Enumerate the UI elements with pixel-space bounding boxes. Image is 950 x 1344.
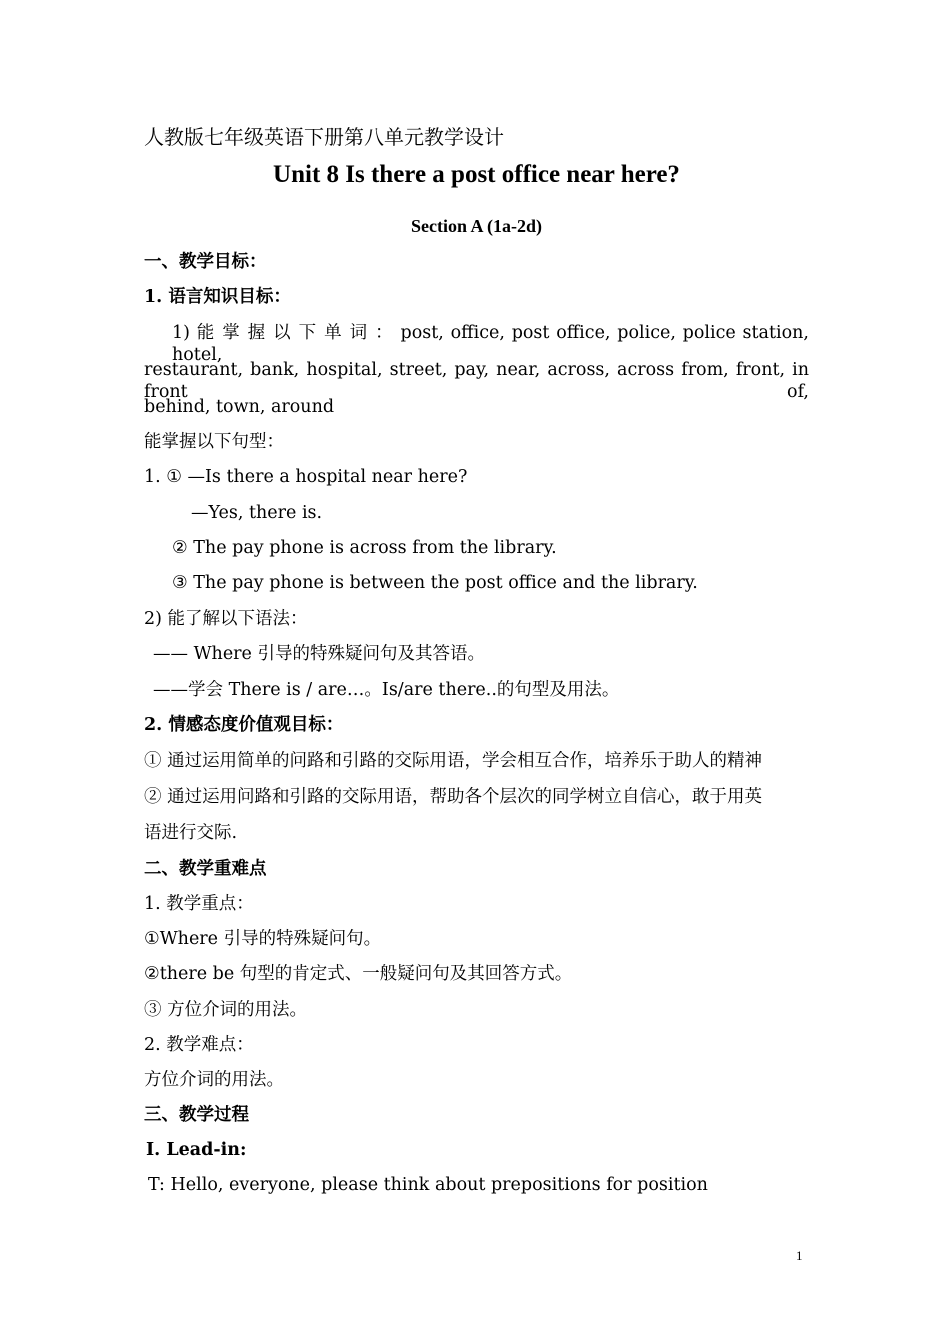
sentence-1-answer: —Yes, there is. xyxy=(191,503,323,523)
grammar-intro: 2) 能了解以下语法： xyxy=(144,609,308,629)
vocab-line-2: restaurant, bank, hospital, street, pay, near, across, across from, front, in front of, xyxy=(144,360,809,402)
grammar-point-2: ——学会 There is / are…。Is/are there..的句型及用法。 xyxy=(153,680,620,700)
subheading-language-knowledge: 1. 语言知识目标： xyxy=(144,287,291,307)
key-points-title: 1. 教学重点： xyxy=(144,894,254,914)
heading-key-difficult-points: 二、教学重难点 xyxy=(144,859,267,879)
vocab-line-1: 1) 能 掌 握 以 下 单 词 ： post, office, post office, police, police station, hotel, xyxy=(172,323,809,365)
section-title: Section A (1a-2d) xyxy=(410,216,542,236)
lead-in-text: T: Hello, everyone, please think about prepositions for position xyxy=(148,1175,708,1195)
key-point-1: ①Where 引导的特殊疑问句。 xyxy=(144,929,382,949)
sentence-1: 1. ① —Is there a hospital near here? xyxy=(144,467,468,487)
key-point-3: ③ 方位介词的用法。 xyxy=(144,1000,308,1020)
subheading-emotional-goals: 2. 情感态度价值观目标： xyxy=(144,715,344,735)
chinese-title: 人教版七年级英语下册第八单元教学设计 xyxy=(144,125,504,149)
lead-in-heading: Ⅰ. Lead-in: xyxy=(146,1140,247,1160)
unit-title: Unit 8 Is there a post office near here? xyxy=(273,161,680,188)
sentence-3: ③ The pay phone is between the post office and the library. xyxy=(172,573,698,593)
emotional-goal-2: ② 通过运用问路和引路的交际用语，帮助各个层次的同学树立自信心，敢于用英 xyxy=(144,787,763,807)
emotional-goal-1: ① 通过运用简单的问路和引路的交际用语，学会相互合作，培养乐于助人的精神 xyxy=(144,751,763,771)
heading-teaching-process: 三、教学过程 xyxy=(144,1105,249,1125)
grammar-point-1: —— Where 引导的特殊疑问句及其答语。 xyxy=(153,644,485,664)
heading-objectives: 一、教学目标： xyxy=(144,252,267,272)
difficult-point-1: 方位介词的用法。 xyxy=(144,1070,284,1090)
vocab-line-3: behind, town, around xyxy=(144,397,335,417)
difficult-points-title: 2. 教学难点： xyxy=(144,1035,254,1055)
page-number: 1 xyxy=(796,1248,803,1263)
key-point-2: ②there be 句型的肯定式、一般疑问句及其回答方式。 xyxy=(144,964,573,984)
sentence-intro: 能掌握以下句型： xyxy=(144,432,284,452)
sentence-2: ② The pay phone is across from the library. xyxy=(172,538,557,558)
emotional-goal-2-continued: 语进行交际. xyxy=(144,823,238,843)
